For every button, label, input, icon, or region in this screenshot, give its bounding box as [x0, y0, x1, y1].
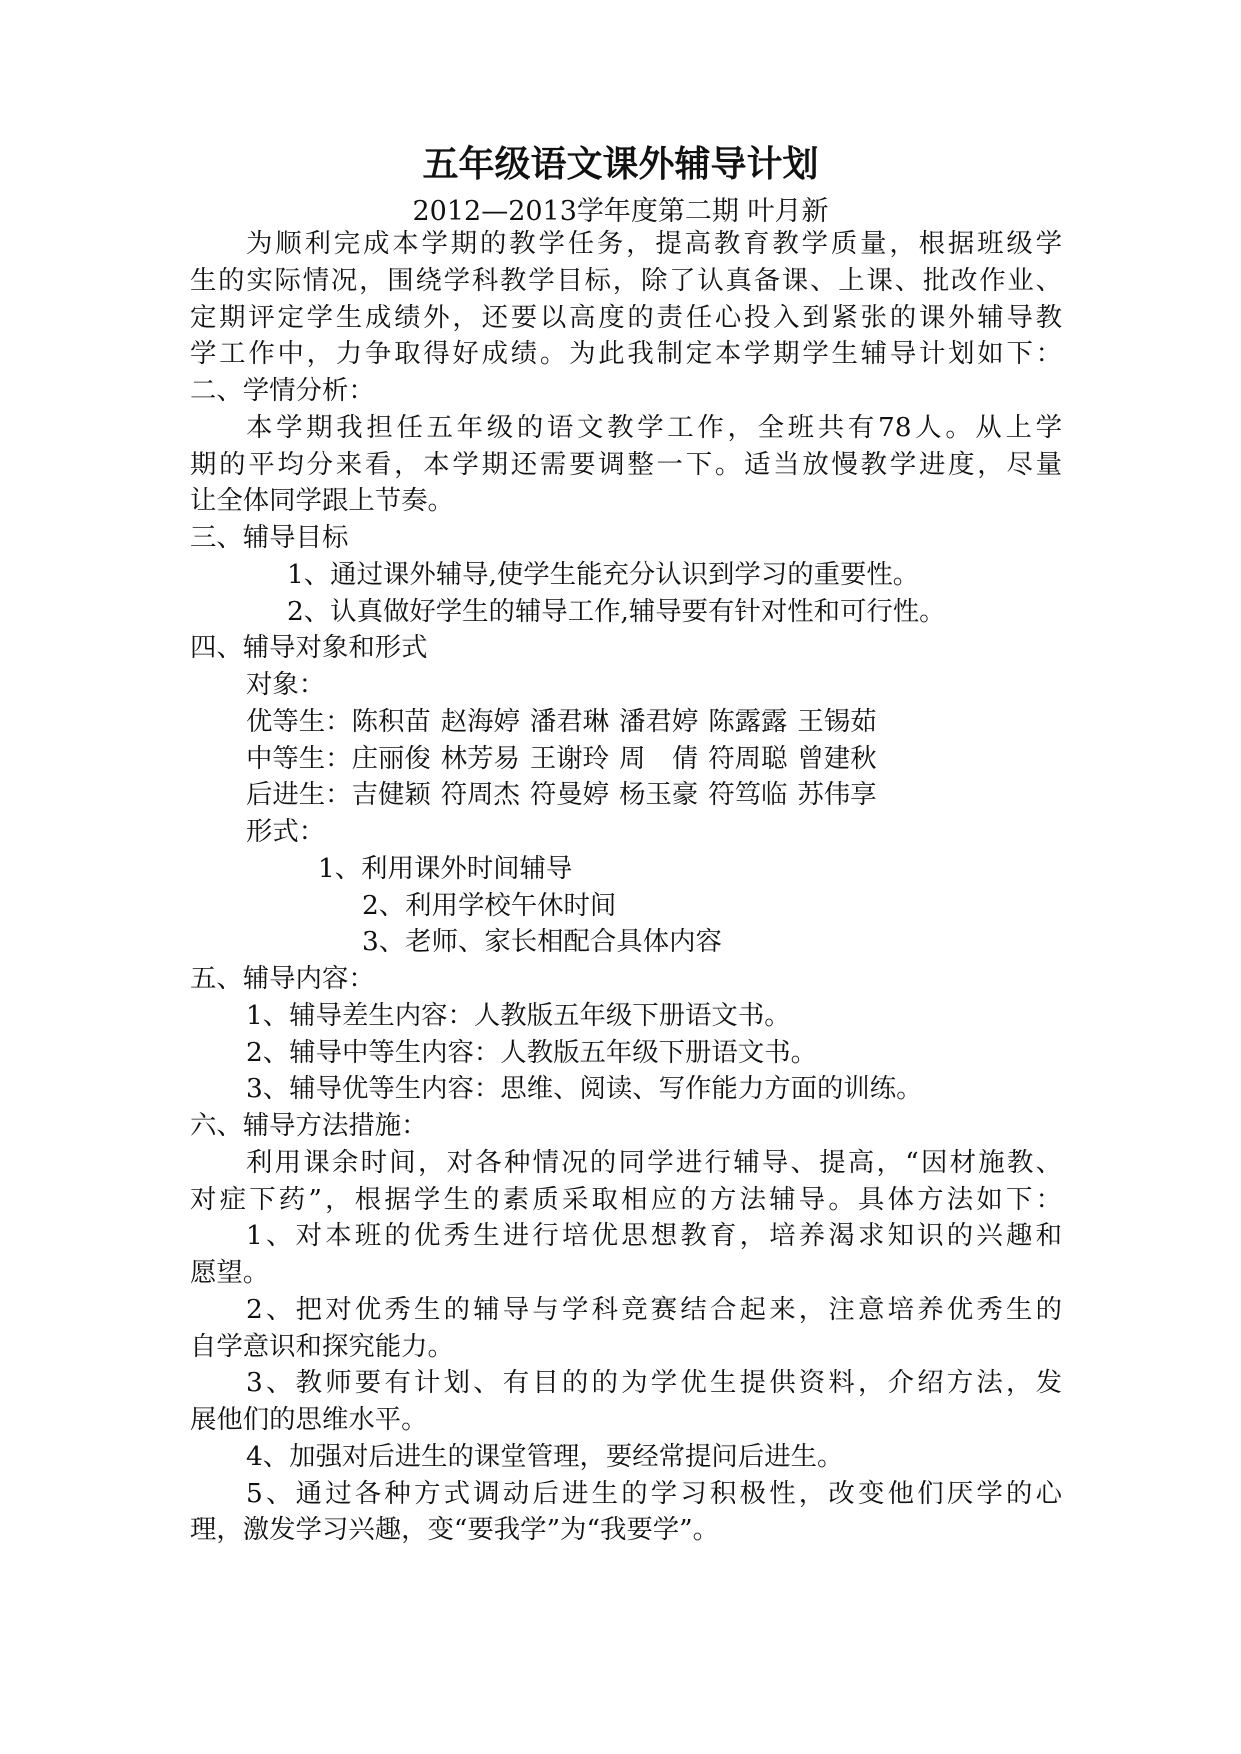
section-heading: 二、学情分析： — [190, 375, 375, 406]
paragraph-line: 2、把对优秀生的辅导与学科竞赛结合起来，注意培养优秀生的 — [246, 1293, 1062, 1325]
paragraph-line: 自学意识和探究能力。 — [190, 1330, 454, 1362]
student-name: 苏伟享 — [797, 779, 877, 811]
paragraph-line: 5、通过各种方式调动后进生的学习积极性，改变他们厌学的心 — [246, 1477, 1062, 1509]
goal-item: 2、认真做好学生的辅导工作,辅导要有针对性和可行性。 — [287, 595, 946, 627]
content-item: 3、辅导优等生内容：思维、阅读、写作能力方面的训练。 — [246, 1073, 923, 1105]
student-name: 符周杰 — [440, 779, 520, 811]
roster-label: 后进生： — [246, 779, 352, 811]
student-name: 庄丽俊 — [351, 742, 431, 774]
content-item: 1、辅导差生内容：人教版五年级下册语文书。 — [246, 999, 791, 1031]
section-heading: 四、辅导对象和形式 — [190, 632, 428, 664]
goal-item: 1、通过课外辅导,使学生能充分认识到学习的重要性。 — [287, 558, 920, 590]
student-name: 曾建秋 — [797, 742, 877, 774]
paragraph-line: 展他们的思维水平。 — [190, 1404, 428, 1435]
paragraph-line: 4、加强对后进生的课堂管理，要经常提问后进生。 — [246, 1440, 844, 1472]
objects-label: 对象： — [246, 669, 326, 700]
student-name: 符周聪 — [708, 742, 788, 774]
student-name: 潘君琳 — [529, 705, 610, 737]
form-item: 3、老师、家长相配合具体内容 — [362, 926, 722, 958]
paragraph-line: 本学期我担任五年级的语文教学工作，全班共有78人。从上学 — [246, 411, 1062, 443]
roster-row — [190, 704, 1062, 741]
section-heading: 五、辅导内容： — [190, 963, 375, 994]
student-name: 符曼婷 — [529, 779, 610, 811]
student-name: 林芳易 — [440, 742, 520, 774]
intro-line: 为顺利完成本学期的教学任务，提高教育教学质量，根据班级学 — [246, 228, 1062, 259]
content-item: 2、辅导中等生内容：人教版五年级下册语文书。 — [246, 1036, 817, 1068]
intro-line: 学工作中，力争取得好成绩。为此我制定本学期学生辅导计划如下： — [190, 338, 1062, 370]
paragraph-line: 让全体同学跟上节奏。 — [190, 485, 454, 517]
roster-label: 中等生： — [246, 742, 352, 774]
student-name: 陈积苗 — [351, 705, 431, 737]
paragraph-line: 1、对本班的优秀生进行培优思想教育，培养渴求知识的兴趣和 — [246, 1220, 1062, 1252]
paragraph-line: 对症下药”，根据学生的素质采取相应的方法辅导。具体方法如下： — [190, 1183, 1062, 1215]
document-title: 五年级语文课外辅导计划 — [422, 144, 819, 185]
student-name: 吉健颖 — [351, 779, 431, 811]
paragraph-line: 期的平均分来看，本学期还需要调整一下。适当放慢教学进度，尽量 — [190, 448, 1062, 480]
forms-label: 形式： — [246, 816, 326, 847]
student-name: 杨玉豪 — [619, 779, 699, 811]
intro-line: 生的实际情况，围绕学科教学目标，除了认真备课、上课、批改作业、 — [190, 264, 1062, 296]
section-heading: 六、辅导方法措施： — [190, 1110, 428, 1141]
student-name: 符笃临 — [708, 779, 788, 811]
student-name: 陈露露 — [708, 705, 788, 737]
paragraph-line: 3、教师要有计划、有目的的为学优生提供资料，介绍方法，发 — [246, 1367, 1062, 1399]
paragraph-line: 利用课余时间，对各种情况的同学进行辅导、提高，“因材施教、 — [246, 1146, 1062, 1178]
section-heading: 三、辅导目标 — [190, 522, 349, 553]
document-body — [190, 226, 1062, 1549]
student-name: 王锡茹 — [797, 705, 877, 737]
intro-line: 定期评定学生成绩外，还要以高度的责任心投入到紧张的课外辅导教 — [190, 301, 1062, 333]
student-name: 周 倩 — [619, 742, 699, 774]
paragraph-line: 理，激发学习兴趣，变“要我学”为“我要学”。 — [190, 1514, 719, 1546]
paragraph-line: 愿望。 — [190, 1257, 270, 1288]
form-item: 2、利用学校午休时间 — [362, 889, 617, 921]
student-name: 王谢玲 — [529, 742, 610, 774]
form-item: 1、利用课外时间辅导 — [318, 852, 573, 884]
document-subtitle: 2012—2013学年度第二期 叶月新 — [412, 196, 829, 227]
student-name: 赵海婷 — [440, 705, 520, 737]
roster-label: 优等生： — [246, 705, 352, 737]
roster-row — [190, 741, 1062, 778]
student-name: 潘君婷 — [619, 705, 699, 737]
roster-row — [190, 777, 1062, 814]
